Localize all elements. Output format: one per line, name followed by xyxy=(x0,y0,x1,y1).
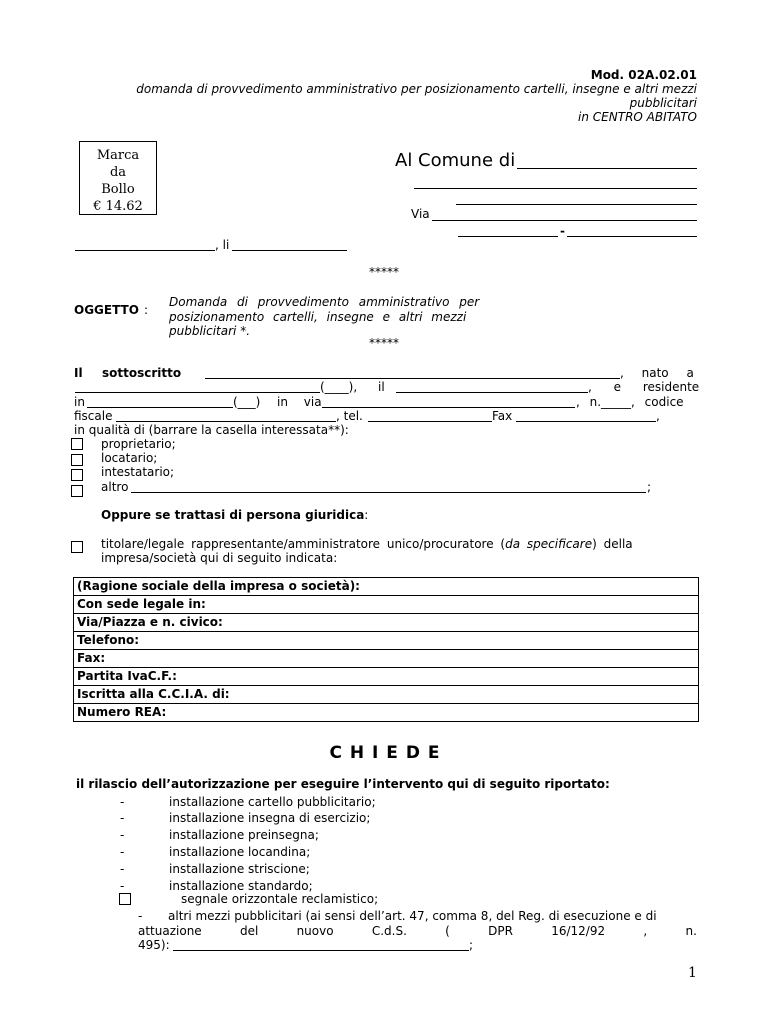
company-details-table xyxy=(73,577,699,722)
oggetto-text-line-2 xyxy=(169,310,507,324)
form-area: in CENTRO ABITATO xyxy=(578,110,697,124)
item-altri-line-1[interactable]: altri mezzi pubblicitari (ai sensi dell’art. 47, comma 8, del Reg. di esecuzione e di xyxy=(168,909,657,923)
company-fax-row[interactable]: Fax: xyxy=(74,650,699,668)
sottoscritto-label: sottoscritto xyxy=(102,366,182,380)
legal-entity-heading xyxy=(101,508,368,522)
chiede-title: C H I E D E xyxy=(329,743,441,763)
item-dash: - xyxy=(120,879,125,893)
item-dash: - xyxy=(138,909,143,923)
civic-number-label: , n._____, codice xyxy=(576,395,684,409)
company-cciaa-row[interactable]: Iscritta alla C.C.I.A. di: xyxy=(74,686,699,704)
oggetto-line-1: Domanda di provvedimento amministrativo per xyxy=(169,295,480,309)
phone-field[interactable] xyxy=(368,421,492,422)
item-preinsegna[interactable]: installazione preinsegna; xyxy=(169,828,319,842)
nato-label xyxy=(620,366,697,380)
revenue-stamp-box xyxy=(79,141,157,215)
fax-label: Fax xyxy=(492,409,513,423)
altri-semicolon: ; xyxy=(469,938,474,952)
birthplace-field[interactable] xyxy=(75,392,320,393)
legal-representative-line-2: impresa/società qui di seguito indicata: xyxy=(101,551,338,565)
altri-word: C.d.S. xyxy=(371,924,407,938)
stamp-line-2: da xyxy=(109,165,127,180)
altri-word: attuazione xyxy=(138,924,202,938)
via-field[interactable] xyxy=(432,220,697,221)
legal-option-part-1: titolare/legale rappresentante/amministratore unico/procuratore ( xyxy=(101,537,506,551)
company-phone-row[interactable]: Telefono: xyxy=(74,632,699,650)
date-field[interactable] xyxy=(232,250,347,251)
form-code: Mod. 02A.02.01 xyxy=(590,68,697,82)
fax-field[interactable] xyxy=(516,421,656,422)
item-insegna[interactable]: installazione insegna di esercizio; xyxy=(169,811,371,825)
stamp-line-1: Marca xyxy=(96,148,140,163)
residente-text: , e residente xyxy=(588,380,700,394)
role-locatario-label: locatario; xyxy=(101,451,158,465)
fiscale-label: fiscale xyxy=(74,409,113,423)
page-number: 1 xyxy=(688,965,697,981)
role-altro-field[interactable] xyxy=(131,492,646,493)
altri-word: ( xyxy=(445,924,450,938)
residente-label xyxy=(588,380,700,394)
in-label: in xyxy=(74,395,85,409)
stars-separator-2: ***** xyxy=(369,336,399,350)
form-description: domanda di provvedimento amministrativo per posizionamento cartelli, insegne e altri mezzi xyxy=(136,82,697,96)
company-vat-row[interactable]: Partita IvaC.F.: xyxy=(74,668,699,686)
stars-separator: ***** xyxy=(369,265,399,279)
chiede-intro: il rilascio dell’autorizzazione per eseguire l’intervento qui di seguito riportato: xyxy=(76,777,610,791)
role-altro-checkbox[interactable] xyxy=(71,485,83,497)
nato-text: , nato a xyxy=(620,366,694,380)
oggetto-text-line-1 xyxy=(169,295,507,309)
item-dash: - xyxy=(120,862,125,876)
item-altri-line-3: 495): xyxy=(138,938,170,952)
item-striscione[interactable]: installazione striscione; xyxy=(169,862,310,876)
residence-city-field[interactable] xyxy=(87,407,233,408)
fax-comma: , xyxy=(656,409,660,423)
item-cartello[interactable]: installazione cartello pubblicitario; xyxy=(169,795,376,809)
role-intestatario-checkbox[interactable] xyxy=(71,469,83,481)
oggetto-colon: : xyxy=(144,303,149,317)
item-segnale: segnale orizzontale reclamistico; xyxy=(181,892,379,906)
il-label: Il xyxy=(74,366,83,380)
item-standardo[interactable]: installazione standardo; xyxy=(169,879,313,893)
altri-word: del xyxy=(239,924,259,938)
altri-word: DPR xyxy=(488,924,513,938)
oggetto-line-2: posizionamento cartelli, insegne e altri mezzi xyxy=(169,310,467,324)
company-rea-row[interactable]: Numero REA: xyxy=(74,704,699,722)
cap-dash: - xyxy=(560,224,565,238)
segnale-checkbox[interactable] xyxy=(119,893,131,905)
qualita-label: in qualità di (barrare la casella interessata**): xyxy=(74,423,349,437)
stamp-line-3: Bollo xyxy=(101,182,135,197)
role-proprietario-checkbox[interactable] xyxy=(71,438,83,450)
role-locatario-checkbox[interactable] xyxy=(71,454,83,466)
legal-representative-checkbox[interactable] xyxy=(71,541,83,553)
altri-word: , xyxy=(643,924,648,938)
address-line-2[interactable] xyxy=(456,204,697,205)
role-altro-semicolon: ; xyxy=(647,480,652,494)
tel-label: , tel. xyxy=(336,409,363,423)
birth-province-label: (____), xyxy=(320,380,358,394)
tax-code-field[interactable] xyxy=(116,421,336,422)
item-dash: - xyxy=(120,828,125,842)
altri-word: 16/12/92 xyxy=(551,924,606,938)
role-altro-label: altro xyxy=(101,480,129,494)
residence-street-field[interactable] xyxy=(322,407,575,408)
legal-heading-text: Oppure se trattasi di persona giuridica xyxy=(101,508,365,522)
cap-field[interactable] xyxy=(458,236,558,237)
legal-representative-text xyxy=(101,537,633,551)
address-line-1[interactable] xyxy=(414,188,697,189)
company-address-row[interactable]: Via/Piazza e n. civico: xyxy=(74,614,699,632)
form-description-cont: pubblicitari xyxy=(629,96,697,110)
item-dash: - xyxy=(120,811,125,825)
residence-province-label: (___) xyxy=(233,395,261,409)
item-dash: - xyxy=(120,795,125,809)
comune-field[interactable] xyxy=(517,168,697,169)
company-name-row[interactable]: (Ragione sociale della impresa o società): xyxy=(74,578,699,596)
item-dash: - xyxy=(120,845,125,859)
legal-option-emphasis: da specificare xyxy=(505,537,593,551)
il-birthdate-label: il xyxy=(378,380,385,394)
altri-word: n. xyxy=(685,924,697,938)
stamp-amount: € 14.62 xyxy=(93,199,143,214)
altri-word: nuovo xyxy=(296,924,334,938)
legal-heading-colon: : xyxy=(364,508,369,522)
legal-option-part-2: ) della xyxy=(592,537,633,551)
recipient-comune-label: Al Comune di xyxy=(395,150,516,171)
name-field[interactable] xyxy=(205,378,620,379)
company-seat-row[interactable]: Con sede legale in: xyxy=(74,596,699,614)
place-field[interactable] xyxy=(75,250,215,251)
oggetto-label: OGGETTO xyxy=(74,303,139,317)
altri-mezzi-field[interactable] xyxy=(173,950,469,951)
city-field[interactable] xyxy=(567,236,697,237)
oggetto-line-3: pubblicitari *. xyxy=(169,324,251,338)
via-label: Via xyxy=(411,207,430,221)
birthdate-field[interactable] xyxy=(396,392,588,393)
legal-representative-line-1 xyxy=(101,537,697,551)
role-proprietario-label: proprietario; xyxy=(101,437,176,451)
item-altri-line-2 xyxy=(138,924,697,938)
li-label: , li xyxy=(215,238,230,252)
item-locandina[interactable]: installazione locandina; xyxy=(169,845,311,859)
in-via-label: in via xyxy=(277,395,322,409)
role-intestatario-label: intestatario; xyxy=(101,465,175,479)
